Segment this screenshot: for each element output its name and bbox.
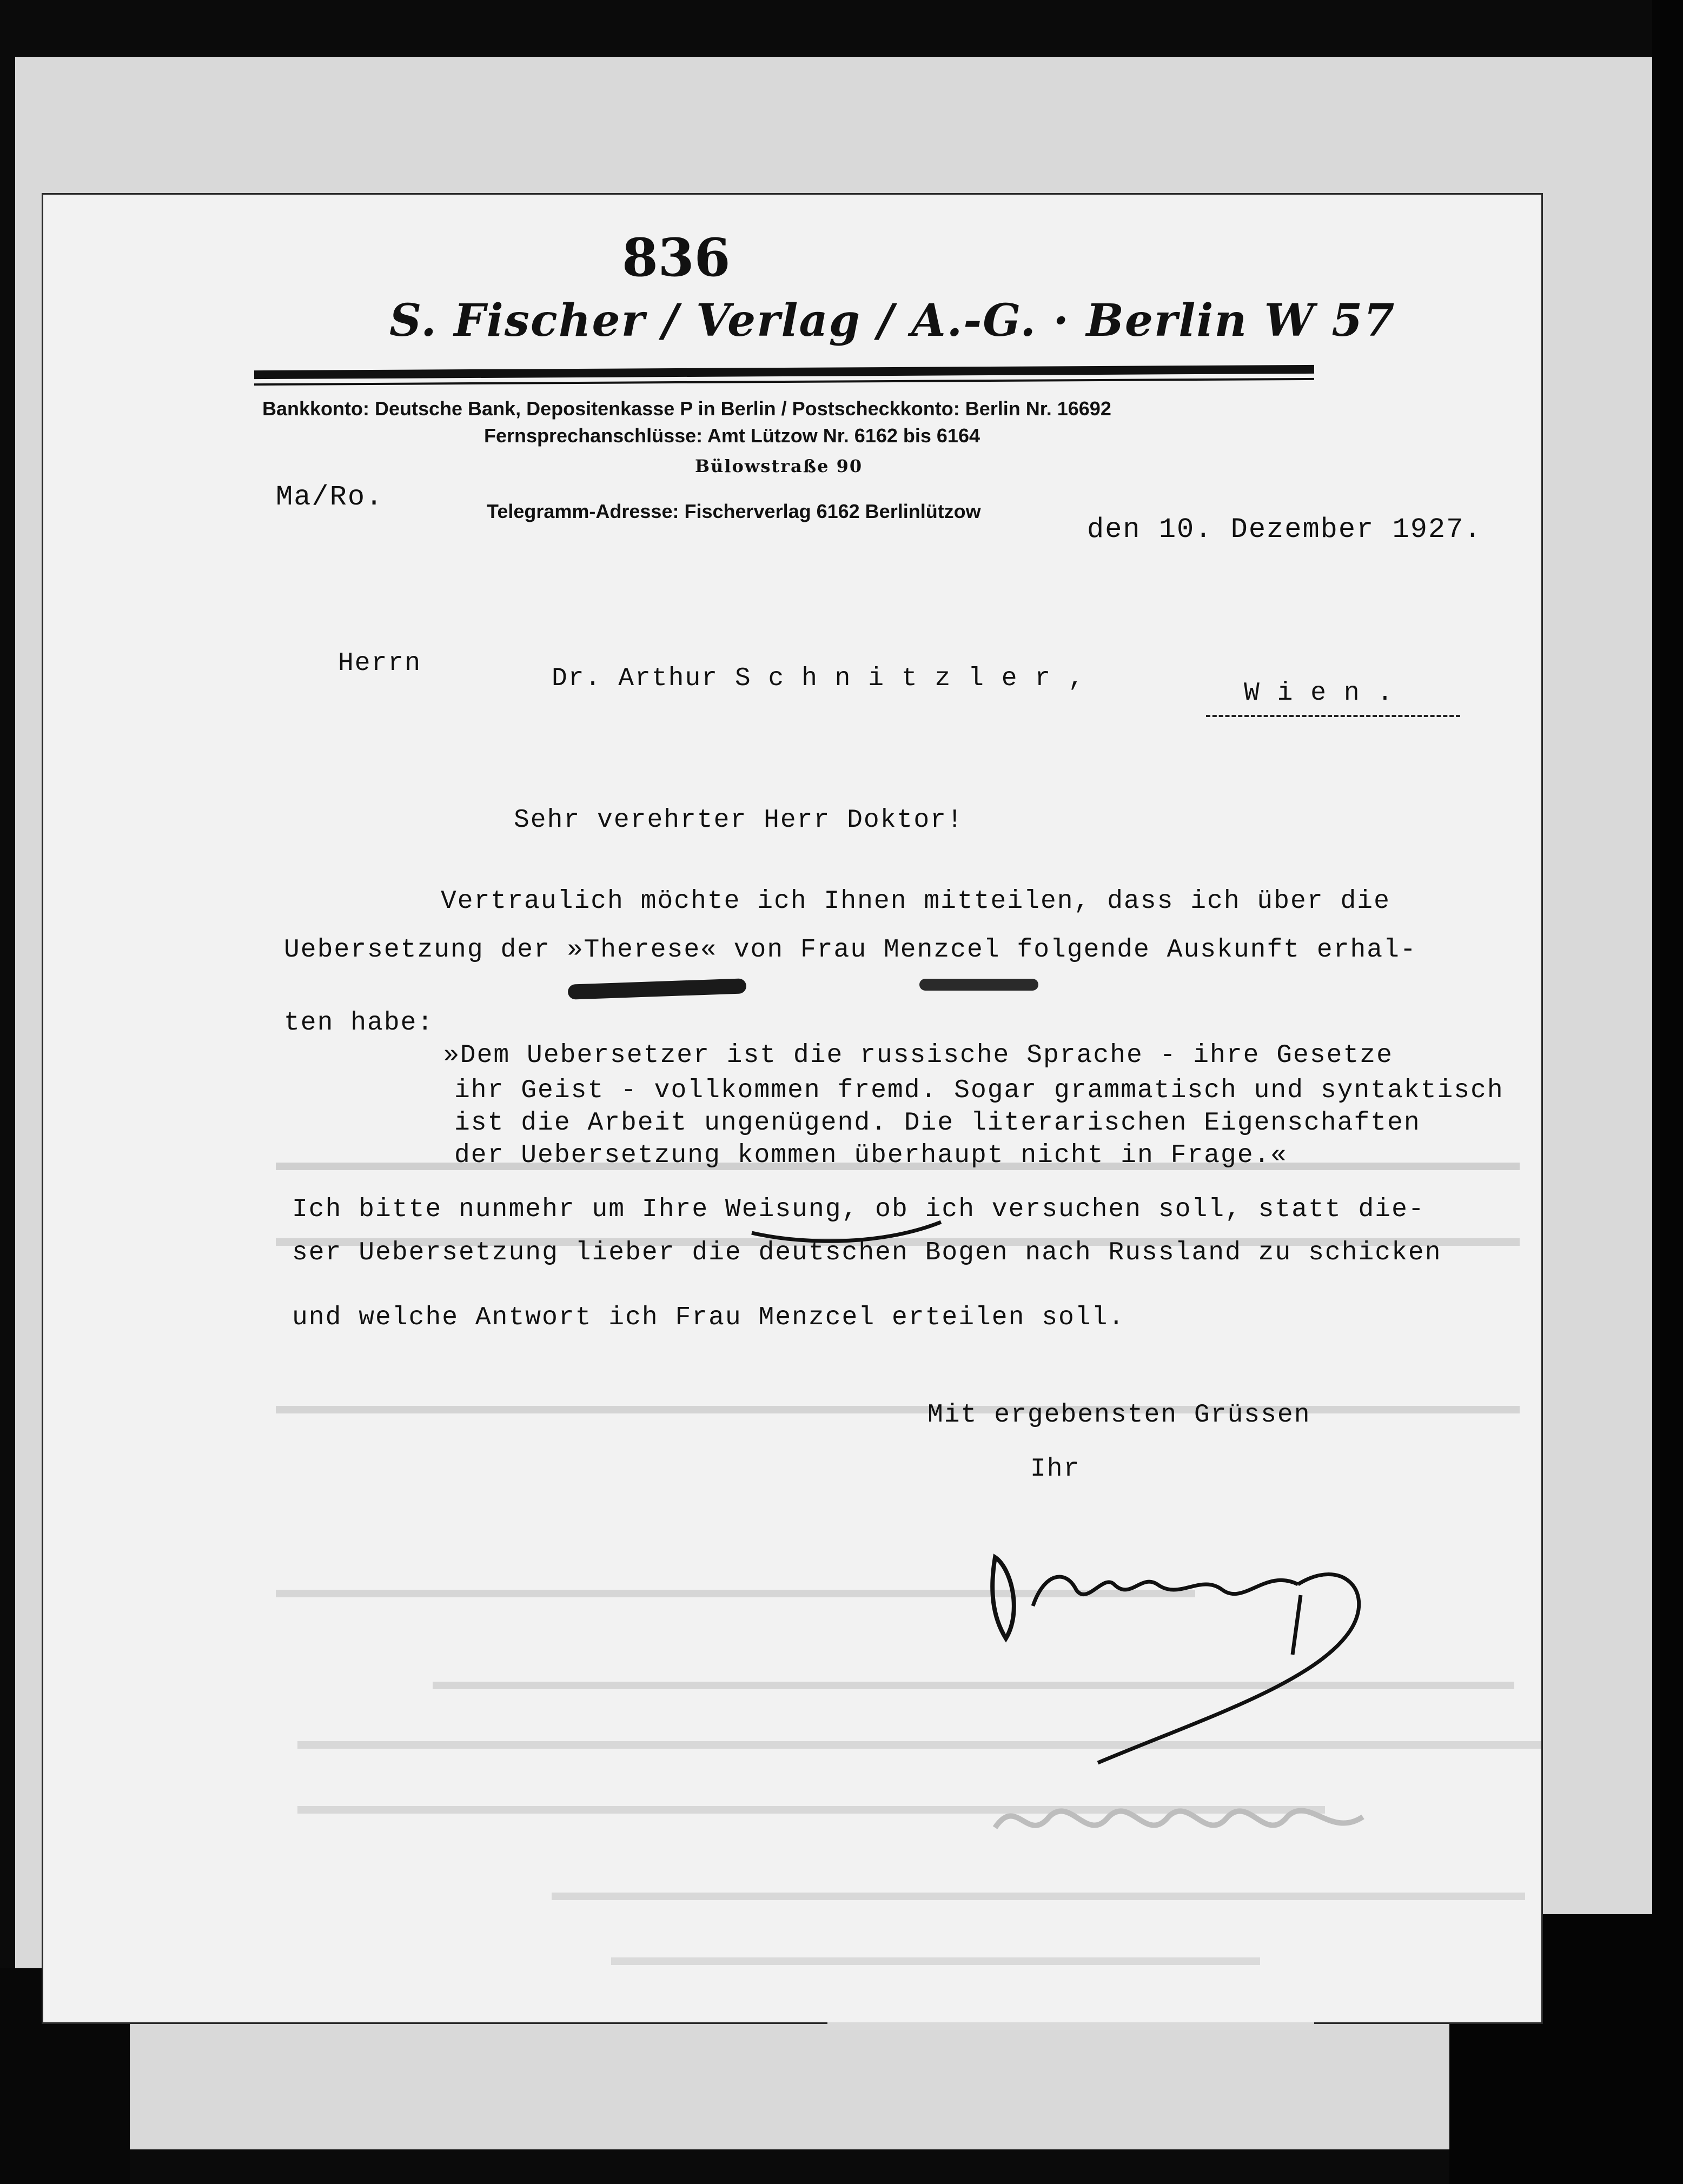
closing-line: Mit ergebensten Grüssen bbox=[927, 1400, 1311, 1430]
handwritten-underline bbox=[746, 1206, 952, 1249]
letter-date: den 10. Dezember 1927. bbox=[1087, 514, 1482, 546]
letterhead-title: S. Fischer / Verlag / A.-G. · Berlin W 57 bbox=[389, 295, 1396, 347]
closing-ihr: Ihr bbox=[1030, 1455, 1081, 1484]
body-line: und welche Antwort ich Frau Menzcel erteilen soll. bbox=[292, 1303, 1125, 1332]
reference-code: Ma/Ro. bbox=[276, 481, 384, 513]
body-line: ser Uebersetzung lieber die deutschen Bogen nach Russland zu schicken bbox=[292, 1238, 1442, 1267]
document-number: 836 bbox=[622, 227, 731, 288]
quote-line: ist die Arbeit ungenügend. Die literarischen Eigenschaften bbox=[454, 1108, 1421, 1138]
body-line: Vertraulich möchte ich Ihnen mitteilen, dass ich über die bbox=[441, 887, 1390, 916]
body-line: ten habe: bbox=[284, 1008, 434, 1038]
ink-smudge bbox=[919, 979, 1038, 991]
city-underline bbox=[1206, 715, 1460, 717]
signature bbox=[973, 1525, 1433, 1774]
scan-edge bbox=[1652, 0, 1683, 2184]
body-line: Ich bitte nunmehr um Ihre Weisung, ob ich versuchen soll, statt die- bbox=[292, 1195, 1425, 1224]
body-line: Uebersetzung der »Therese« von Frau Menzcel folgende Auskunft erhal- bbox=[284, 935, 1417, 965]
recipient-name: Dr. Arthur S c h n i t z l e r , bbox=[552, 664, 1085, 693]
greeting: Sehr verehrter Herr Doktor! bbox=[514, 806, 964, 835]
quote-line: »Dem Uebersetzer ist die russische Sprache - ihre Gesetze bbox=[443, 1041, 1393, 1070]
recipient-city: W i e n . bbox=[1244, 679, 1394, 708]
bank-account-line: Bankkonto: Deutsche Bank, Depositenkasse P in Berlin / Postscheckkonto: Berlin Nr. 16692 bbox=[262, 397, 1111, 420]
quote-line: ihr Geist - vollkommen fremd. Sogar grammatisch und syntaktisch bbox=[454, 1076, 1504, 1105]
recipient-salutation: Herrn bbox=[338, 649, 422, 678]
phone-line: Fernsprechanschlüsse: Amt Lützow Nr. 6162 bis 6164 bbox=[484, 424, 980, 447]
quote-line: der Uebersetzung kommen überhaupt nicht in Frage.« bbox=[454, 1141, 1288, 1170]
telegram-address: Telegramm-Adresse: Fischerverlag 6162 Berlinlützow bbox=[487, 500, 981, 522]
street-address: Bülowstraße 90 bbox=[695, 456, 863, 476]
faint-signature bbox=[984, 1779, 1417, 1860]
